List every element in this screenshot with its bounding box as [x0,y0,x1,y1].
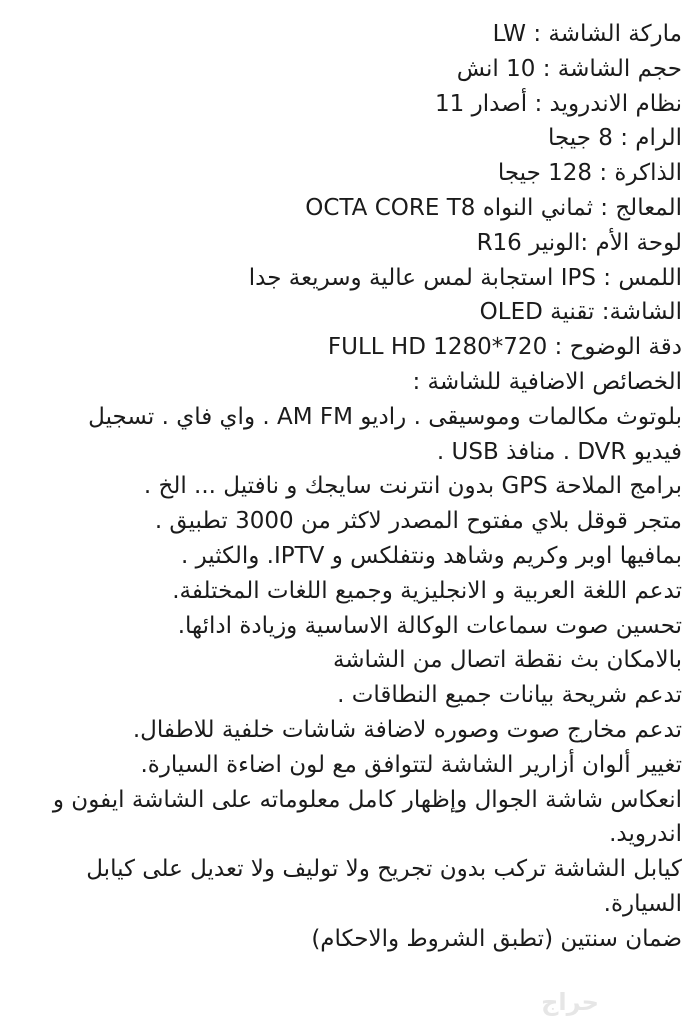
spec-line-screen-size: حجم الشاشة : 10 انش [456,55,682,82]
spec-line-extra-features-heading: الخصائص الاضافية للشاشة : [412,368,682,395]
feature-line-cables: كيابل الشاشة تركب بدون تجريح ولا توليف ولا تعديل على كيابل السيارة. [86,856,682,917]
feature-line-sim: تدعم شريحة بيانات جميع النطاقات . [337,682,682,709]
spec-line-android-version: نظام الاندرويد : أصدار 11 [435,90,682,117]
feature-line-connectivity: بلوتوث مكالمات وموسيقى . راديو AM FM . واي فاي . تسجيل فيديو DVR . منافذ USB . [88,403,682,465]
spec-document [0,17,700,957]
spec-line-processor: المعالج : ثماني النواه OCTA CORE T8 [305,194,682,221]
feature-line-av-outputs: تدعم مخارج صوت وصوره لاضافة شاشات خلفية للاطفال. [132,716,682,743]
feature-line-hotspot: بالامكان بث نقطة اتصال من الشاشة [332,647,682,674]
spec-line-brand: ماركة الشاشة : LW [492,21,682,47]
spec-line-ram: الرام : 8 جيجا [547,125,682,152]
feature-line-audio: تحسين صوت سماعات الوكالة الاساسية وزيادة ادائها. [177,612,682,639]
spec-line-motherboard: لوحة الأم :الونير R16 [476,229,682,256]
site-watermark-logo [470,984,670,1024]
feature-line-button-colors: تغيير ألوان أزارير الشاشة لتتوافق مع لون اضاءة السيارة. [140,751,682,778]
spec-line-touch: اللمس : IPS استجابة لمس عالية وسريعة جدا [248,264,682,291]
feature-line-warranty: ضمان سنتين (تطبق الشروط والاحكام) [311,925,682,952]
feature-line-apps: بمافيها اوبر وكريم وشاهد ونتفلكس و IPTV. والكثير . [180,542,682,569]
feature-line-gps: برامج الملاحة GPS بدون انترنت سايجك و نافتيل ... الخ . [143,473,682,500]
spec-line-resolution: دقة الوضوح : 720*1280 FULL HD [327,334,682,361]
watermark-text: حراج [541,988,599,1016]
spec-line-display-tech: الشاشة: تقنية OLED [479,299,682,326]
feature-line-play-store: متجر قوقل بلاي مفتوح المصدر لاكثر من 3000 تطبيق . [154,508,682,535]
feature-line-mirroring: انعكاس شاشة الجوال وإظهار كامل معلوماته على الشاشة ايفون و اندرويد. [52,786,682,848]
spec-line-storage: الذاكرة : 128 جيجا [497,160,682,187]
feature-line-languages: تدعم اللغة العربية و الانجليزية وجميع اللغات المختلفة. [172,577,682,604]
